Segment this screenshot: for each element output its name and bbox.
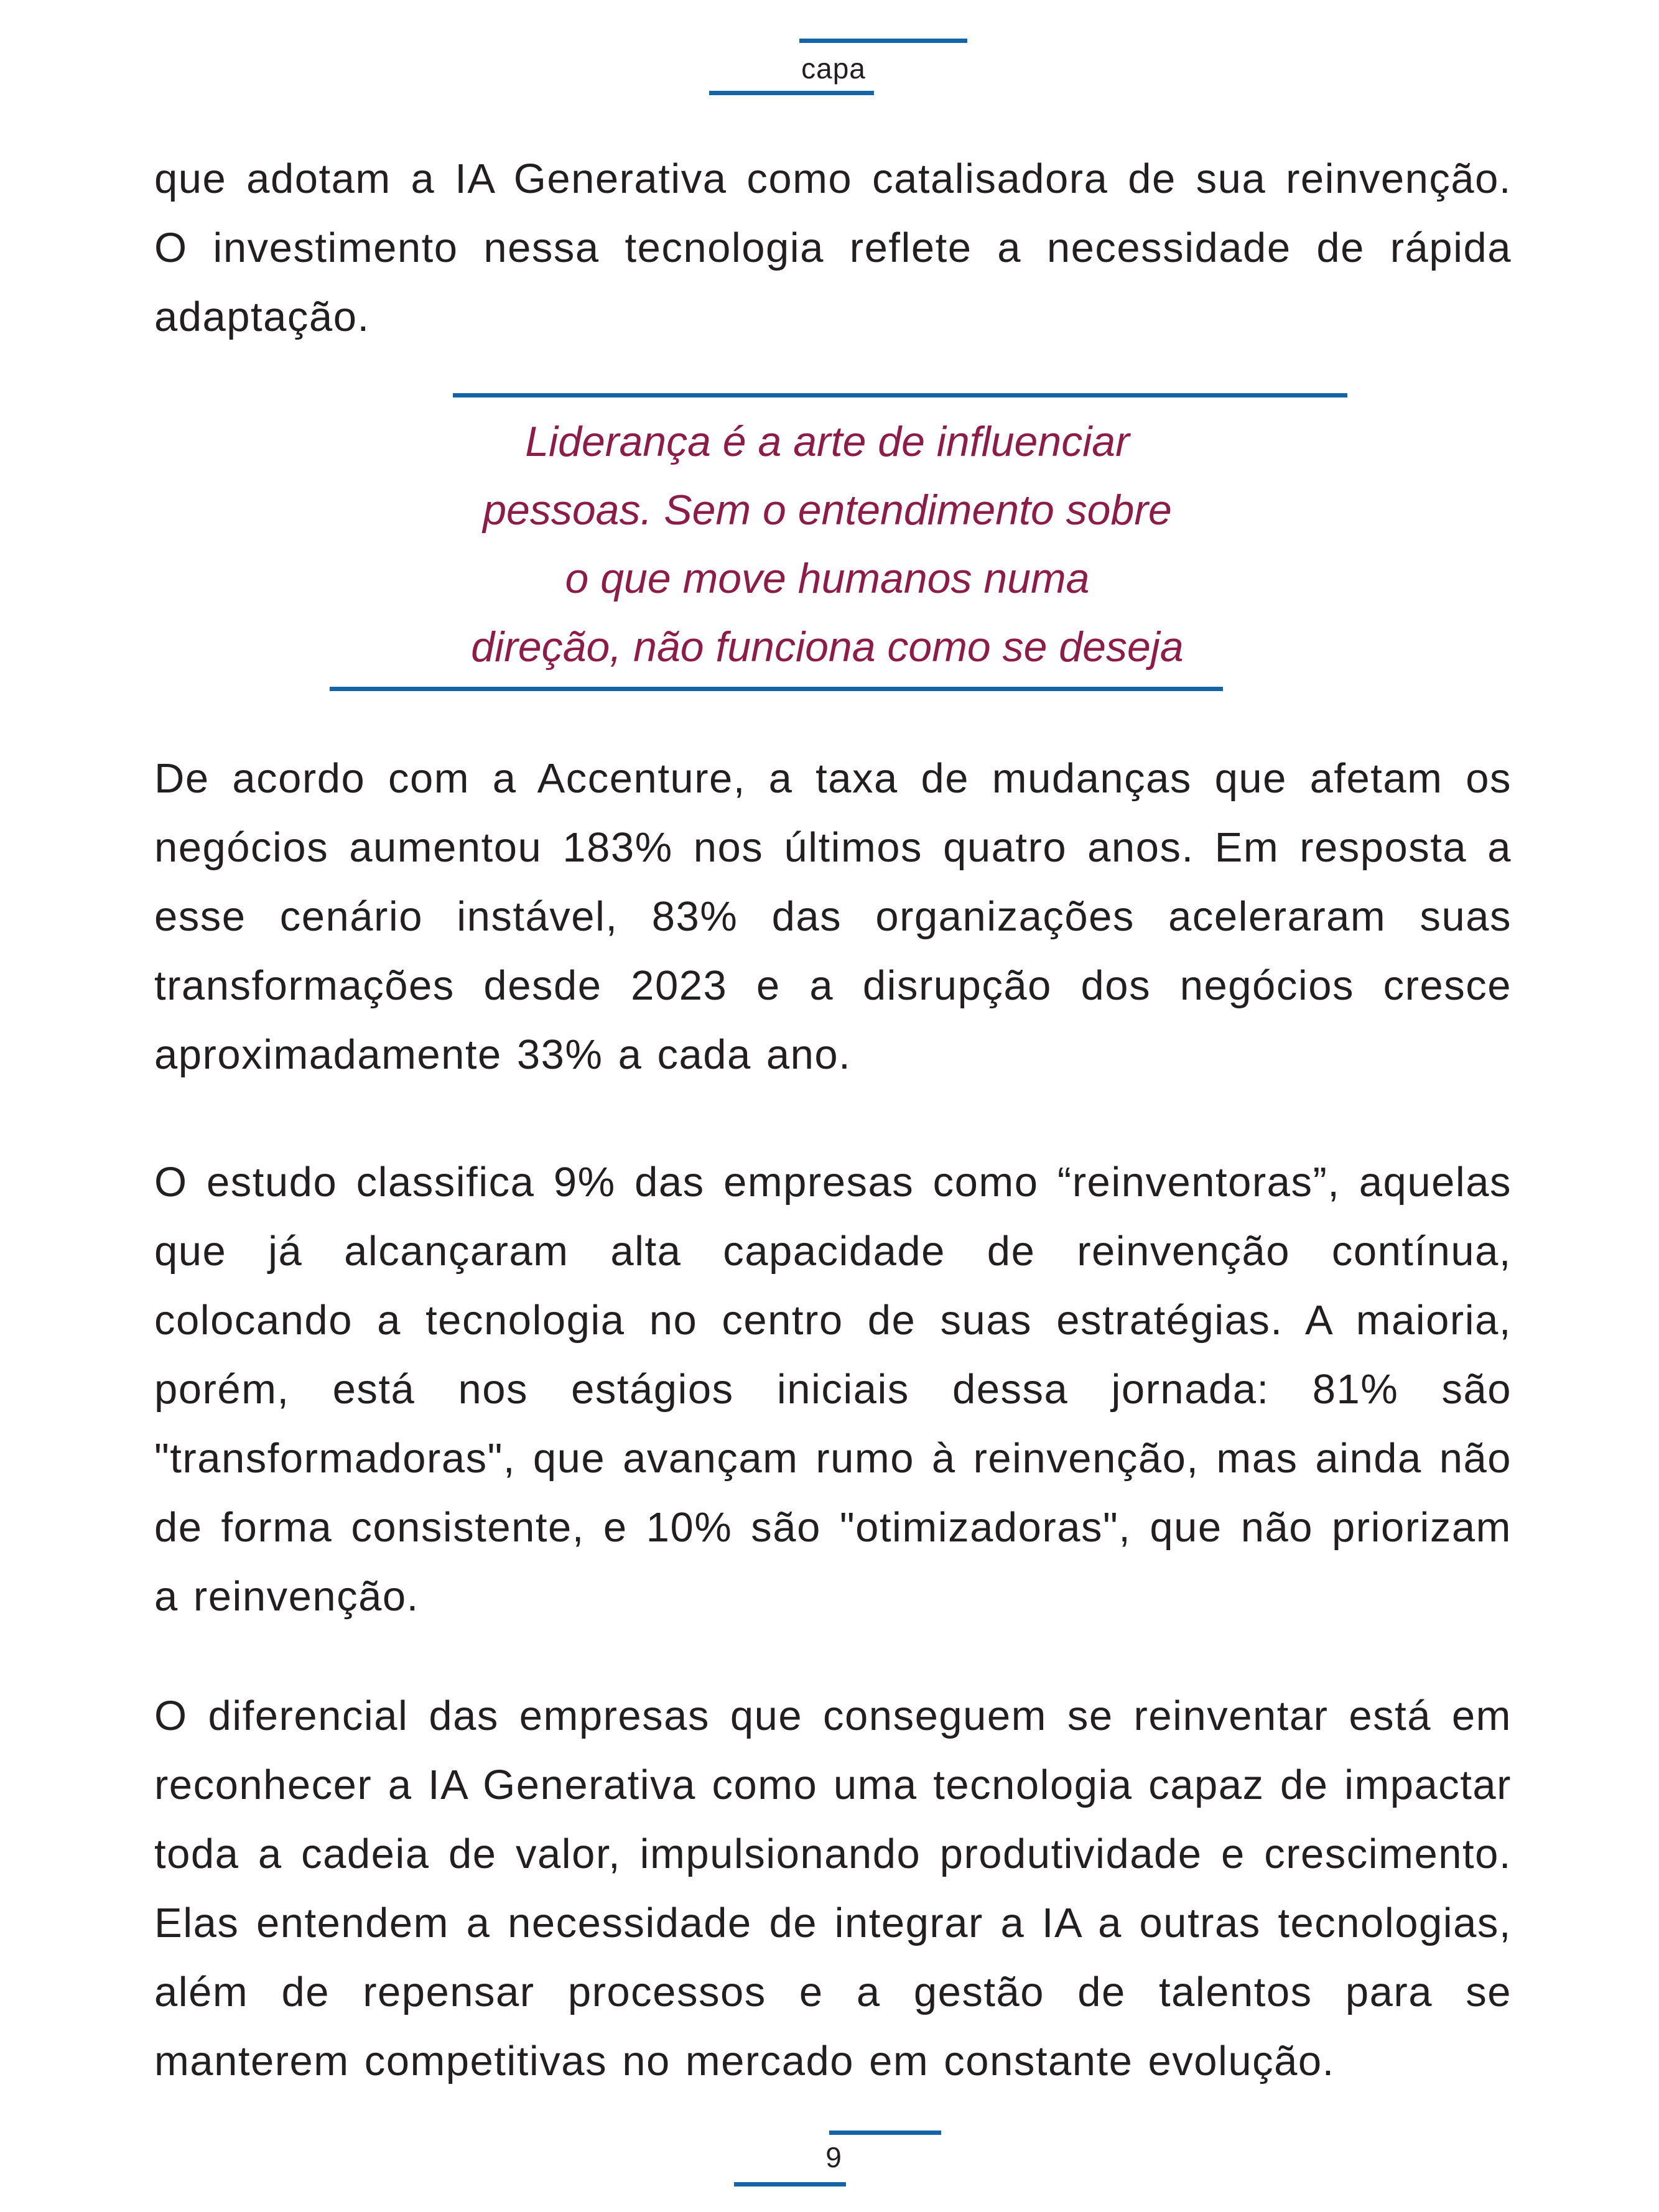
quote-rule-bottom [330,687,1223,691]
pull-quote-line: direção, não funciona como se deseja [471,623,1184,671]
header-rule-bottom [709,91,874,95]
pull-quote-line: o que move humanos numa [565,555,1090,602]
section-label: capa [801,52,866,85]
body-paragraph-3: O diferencial das empresas que conseguem se reinventar está em reconhecer a IA Generativa como uma tecnologia capaz de impactar toda a cadeia de valor, impulsionando produtividade e crescimento. Elas entendem a necessidade de integrar a IA a outras tecnologias, além de repensar processos e a gestão de talentos para se manterem competitivas no mercado em constante evolução. [154,1693,1512,2084]
body-paragraph-1: De acordo com a Accenture, a taxa de mudanças que afetam os negócios aumentou 183% nos últimos quatro anos. Em resposta a esse cenário instável, 83% das organizações aceleraram suas transformações desde 2023 e a disrupção dos negócios cresce aproximadamente 33% a cada ano. [154,755,1512,1078]
intro-paragraph: que adotam a IA Generativa como catalisadora de sua reinvenção. O investimento nessa tecnologia reflete a necessidade de rápida adaptação. [154,156,1512,340]
body-paragraph-2: O estudo classifica 9% das empresas como “reinventoras”, aquelas que já alcançaram alta capacidade de reinvenção contínua, colocando a tecnologia no centro de suas estratégias. A maioria, porém, está nos estágios iniciais dessa jornada: 81% são "transformadoras", que avançam rumo à reinvenção, mas ainda não de forma consistente, e 10% são "otimizadoras", que não priorizam a reinvenção. [154,1159,1512,1620]
header-rule-top [799,39,967,43]
quote-rule-top [453,393,1347,397]
pull-quote [348,407,1306,681]
page-number: 9 [825,2141,842,2173]
pull-quote-line: Liderança é a arte de influenciar [525,418,1130,465]
footer-rule-bottom [734,2182,846,2186]
pull-quote-line: pessoas. Sem o entendimento sobre [483,486,1172,534]
footer-rule-top [829,2131,941,2135]
